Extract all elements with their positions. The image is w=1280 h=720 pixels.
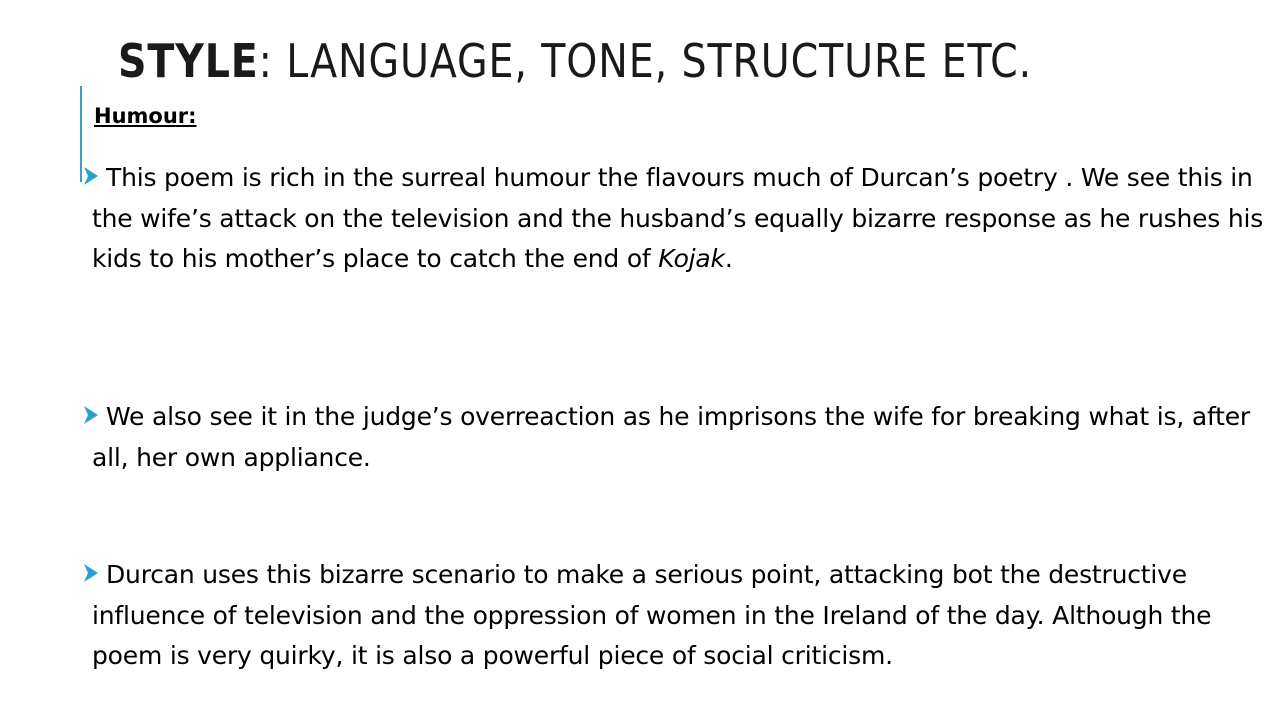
arrowhead-bullet-icon [84,406,98,424]
title-rest: : LANGUAGE, TONE, STRUCTURE ETC. [258,34,1033,88]
arrowhead-bullet-icon [84,167,98,185]
bullet-item [92,555,1272,677]
slide-title [118,36,1032,87]
bullet-text-tail: . [724,244,733,273]
bullet-text: We also see it in the judge’s overreaction as he imprisons the wife for breaking what is, after all, her own appliance. [92,402,1250,472]
accent-line [80,86,82,182]
bullet-italic-text: Kojak [658,244,725,273]
bullet-item [92,158,1272,280]
bullet-item [92,397,1272,478]
section-heading: Humour: [94,104,197,128]
bullet-text: This poem is rich in the surreal humour the flavours much of Durcan’s poetry . We see this in the wife’s attack on the television and the husband’s equally bizarre response as he rushes his kids to his mother’s place to catch the end of [92,163,1264,273]
arrowhead-bullet-icon [84,564,98,582]
title-bold-part: STYLE [118,34,259,88]
bullet-text: Durcan uses this bizarre scenario to make a serious point, attacking bot the destructive influence of television and the oppression of women in the Ireland of the day. Although the poem is very quirky, it is also a powerful piece of social criticism. [92,560,1212,670]
